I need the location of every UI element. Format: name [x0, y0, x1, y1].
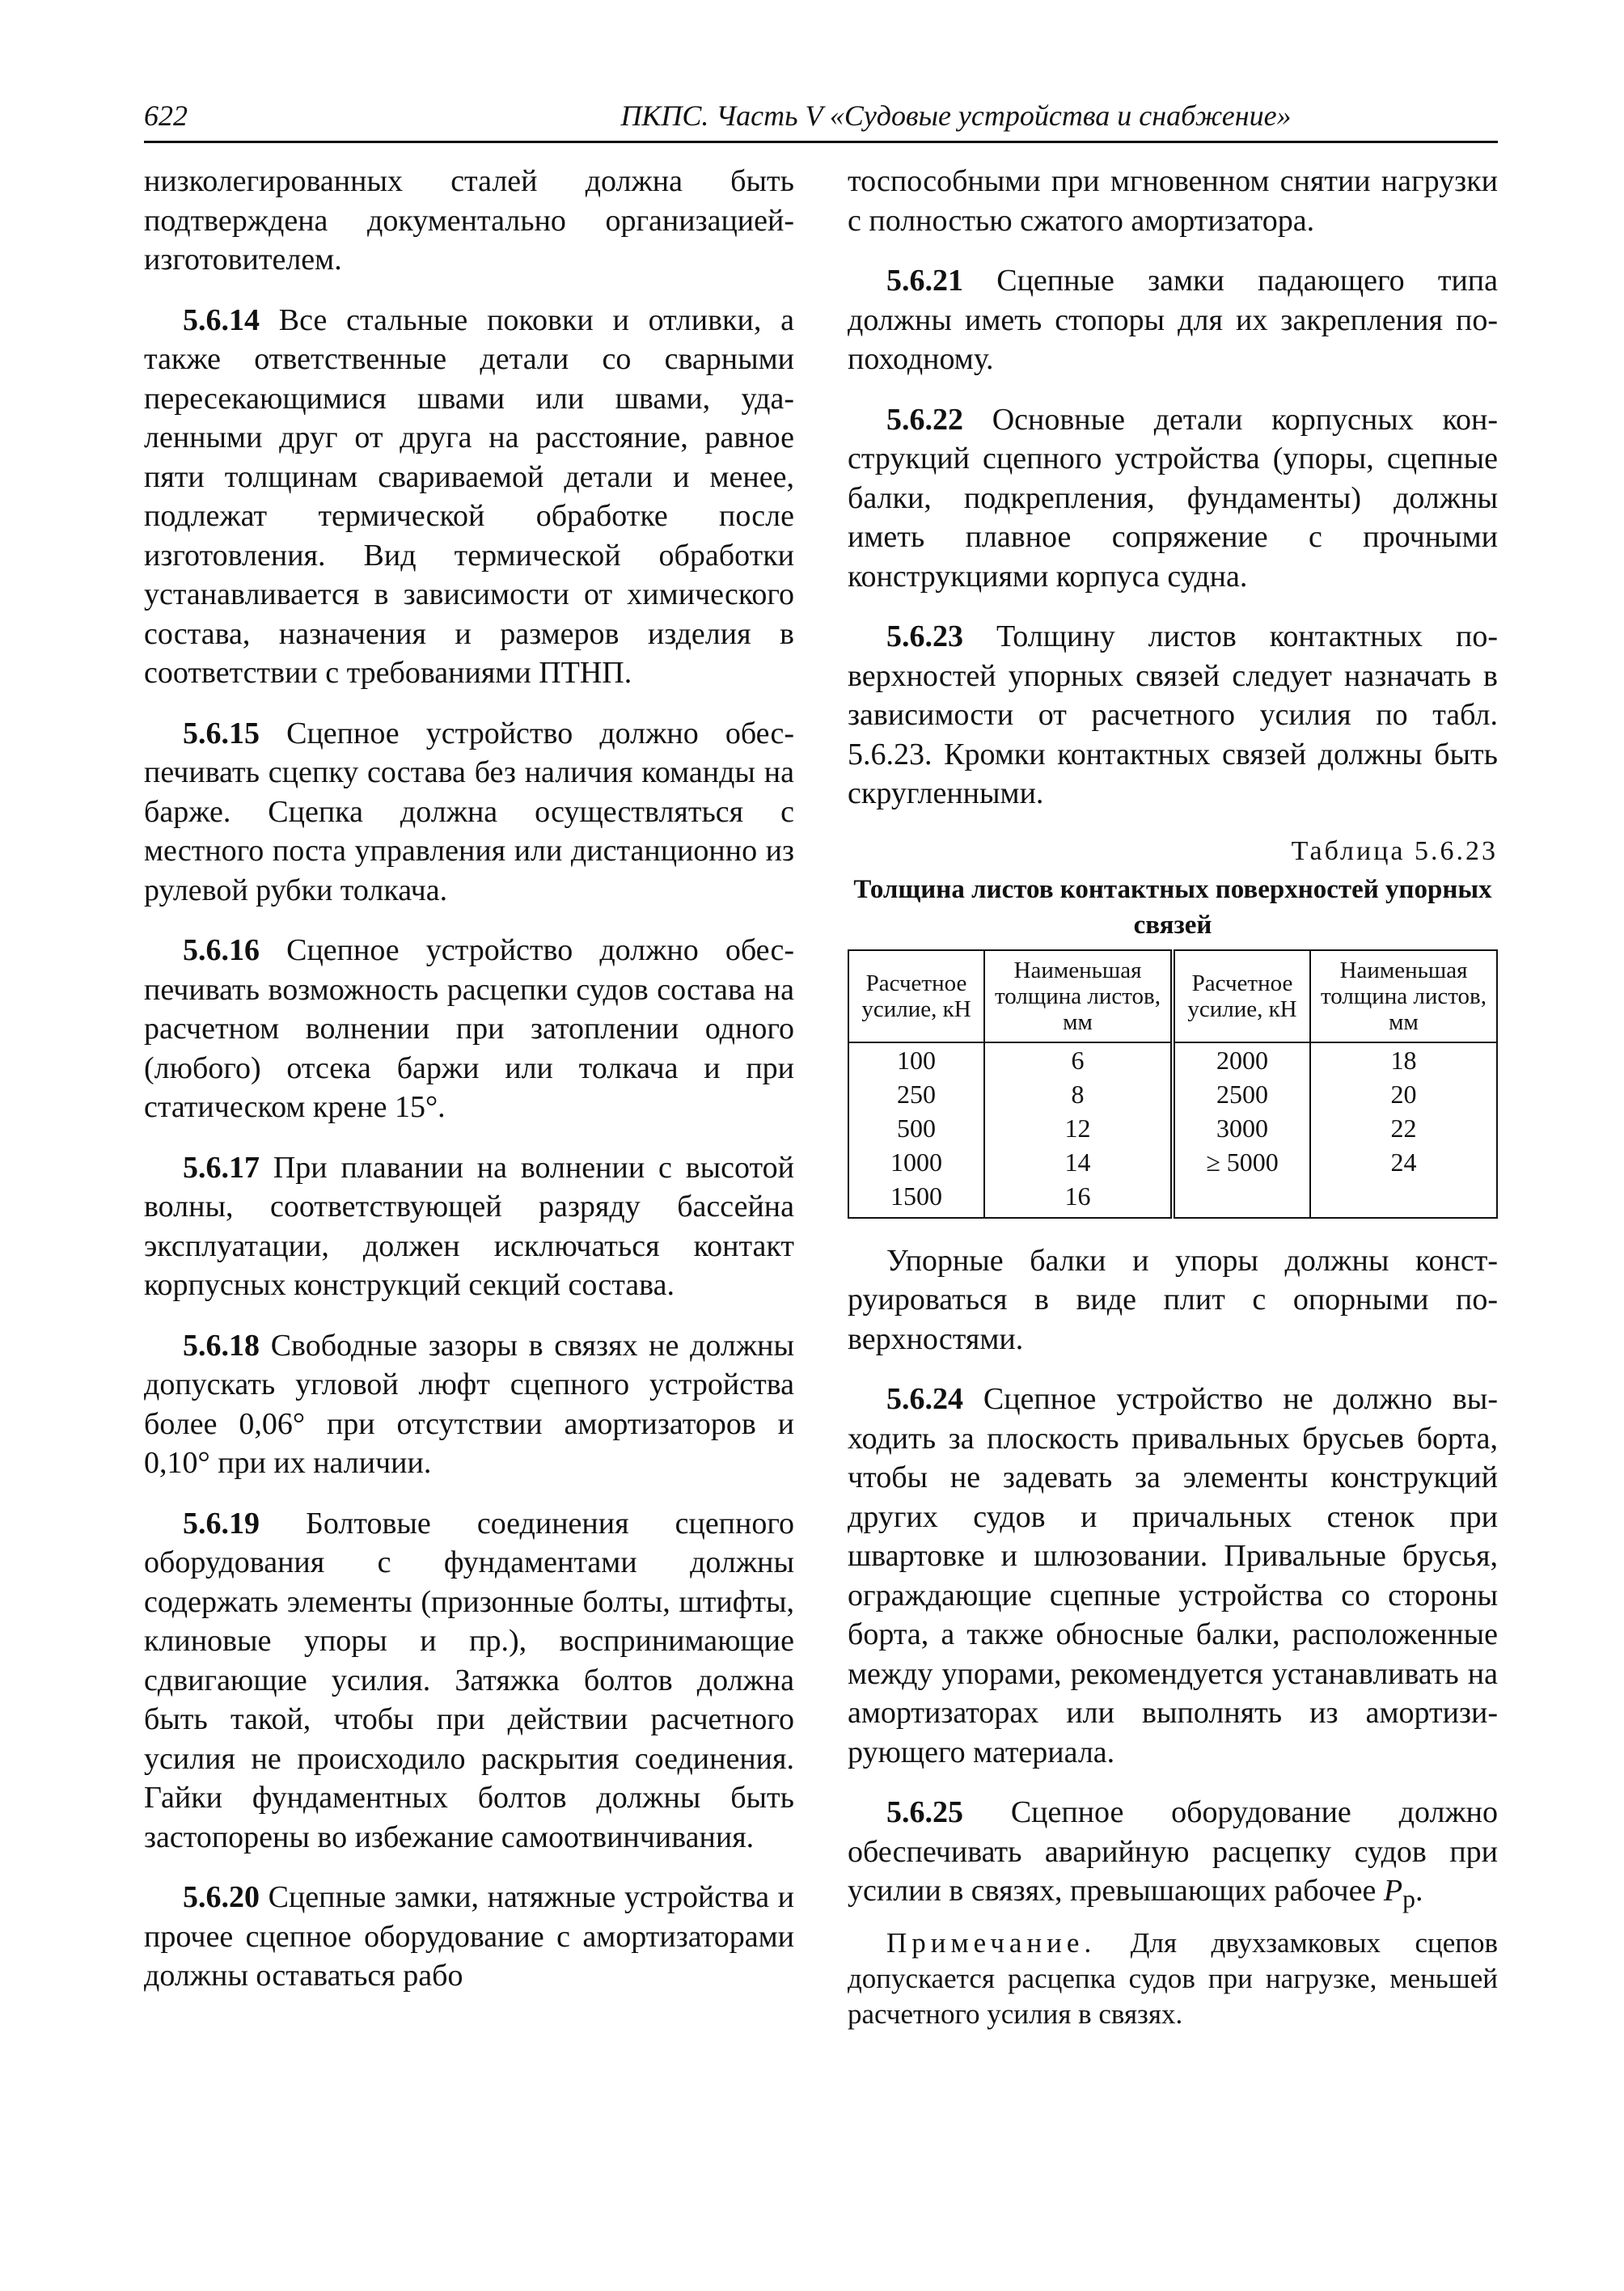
- clause-text: Толщину листов контактных поверхностей упорных связей следует назначать в зависимости от расчетного усилия по табл. 5.6.23. Кромки контактных связей должны быть скругленными.: [848, 619, 1498, 810]
- paragraph-5-6-14: [144, 301, 794, 693]
- paragraph-5-6-25: [848, 1793, 1498, 1919]
- note-label: Примечание.: [886, 1927, 1097, 1959]
- clause-number: 5.6.15: [183, 716, 260, 750]
- table-row: [848, 1179, 1497, 1218]
- paragraph-5-6-17: [144, 1148, 794, 1305]
- table-cell: 500: [848, 1111, 984, 1145]
- table-cell: 100: [848, 1042, 984, 1077]
- table-row: [848, 1145, 1497, 1179]
- clause-number: 5.6.14: [183, 302, 260, 337]
- clause-text: Все стальные поковки и отливки, а также ответственные детали со сварными пересекающимися швами или швами, удаленными друг от друга на расстояние, равное пяти толщинам свариваемой детали и менее, подлежат термической обработке после изготовления. Вид термической обработки устанавливается в зависимости от химического состава, назначения и размеров изделия в соответствии с требованиями ПТНП.: [144, 302, 794, 690]
- clause-number: 5.6.16: [183, 933, 260, 967]
- force-subscript: р: [1402, 1884, 1415, 1913]
- paragraph-continued: низколегированных сталей должна быть подтверждена документально организацией-изготовителем.: [144, 164, 794, 277]
- clause-text: Сцепные замки, натяжные устройства и прочее сцепное оборудование с амортизаторами должны оставаться рабо: [144, 1880, 794, 1993]
- table-header-row: [848, 950, 1497, 1042]
- paragraph-after-table: Упорные балки и упоры должны конструироваться в виде плит с опорными поверхностями.: [848, 1243, 1498, 1356]
- table-cell: 16: [984, 1179, 1173, 1218]
- clause-text: Сцепные замки падающего типа должны иметь стопоры для их закрепления по-походному.: [848, 264, 1498, 376]
- paragraph-5-6-19: [144, 1504, 794, 1858]
- table-cell: 22: [1310, 1111, 1497, 1145]
- clause-number: 5.6.24: [886, 1382, 963, 1416]
- paragraph-5-6-16: [144, 931, 794, 1127]
- paragraph-5-6-18: [144, 1326, 794, 1483]
- table-cell: 1000: [848, 1145, 984, 1179]
- table-row: [848, 1077, 1497, 1111]
- paragraph-5-6-20: [144, 1878, 794, 1996]
- thickness-table: [848, 949, 1498, 1219]
- table-label: Таблица 5.6.23: [1291, 835, 1498, 866]
- clause-end: .: [1415, 1874, 1423, 1908]
- clause-text: Болтовые соединения сцепного оборудования с фундаментами должны содержать элементы (призонные болты, штифты, клиновые упоры и пр.), воспринимающие сдвигающие усилия. Затяжка болтов должна быть такой, чтобы при действии расчетного усилия не происходило раскрытия соединения. Гайки фундаментных болтов должны быть застопорены во избежание самоотвинчивания.: [144, 1506, 794, 1854]
- table-cell: 3000: [1173, 1111, 1310, 1145]
- table-cell: 12: [984, 1111, 1173, 1145]
- table-cell: 2000: [1173, 1042, 1310, 1077]
- table-cell: ≥ 5000: [1173, 1145, 1310, 1179]
- table-row: [848, 1042, 1497, 1077]
- table-cell: 6: [984, 1042, 1173, 1077]
- left-column: [144, 162, 794, 2017]
- note-text: Для двухзамковых сцепов допускается расцепка судов при нагрузке, меньшей расчетного усилия в связях.: [848, 1927, 1498, 2031]
- table-header-cell: Расчетное усилие, кН: [848, 950, 984, 1042]
- clause-text: Сцепное устройство не должно выходить за плоскость привальных брусьев борта, чтобы не задевать за элементы конструкций других судов и причальных стенок при швартовке и шлюзовании. Привальные брусья, ограждающие сцепные устройства со стороны борта, а также обносные балки, расположенные между упорами, рекомендуется устанавливать на амортизаторах или выполнять из амортизирующего материала.: [848, 1382, 1498, 1769]
- table-cell: [1173, 1179, 1310, 1218]
- table-cell: 20: [1310, 1077, 1497, 1111]
- clause-text: Сцепное оборудование должно обеспечивать аварийную расцепку судов при усилии в связях, превышающих рабочее: [848, 1795, 1498, 1908]
- table-cell: 14: [984, 1145, 1173, 1179]
- table-title: Толщина листов контактных поверхностей упорных связей: [853, 874, 1492, 940]
- clause-text: Сцепное устройство должно обеспечивать возможность расцепки судов состава на расчетном волнении при затоплении одного (любого) отсека баржи или толкача и при статическом крене 15°.: [144, 933, 794, 1124]
- clause-text: Основные детали корпусных конструкций сцепного устройства (упоры, сцепные балки, подкрепления, фундаменты) должны иметь плавное сопряжение с прочными конструкциями корпуса судна.: [848, 402, 1498, 594]
- clause-text: При плавании на волнении с высотой волны, соответствующей разряду бассейна эксплуатации, должен исключаться контакт корпусных конструкций секций состава.: [144, 1150, 794, 1302]
- paragraph-5-6-15: [144, 714, 794, 911]
- paragraph-continued: тоспособными при мгновенном снятии нагрузки с полностью сжатого амортизатора.: [848, 164, 1498, 238]
- page-header: [144, 99, 1498, 143]
- table-cell: [1310, 1179, 1497, 1218]
- clause-number: 5.6.23: [886, 619, 963, 653]
- clause-number: 5.6.21: [886, 264, 963, 298]
- table-header-cell: Наименьшая толщина листов, мм: [1310, 950, 1497, 1042]
- paragraph-5-6-23: [848, 617, 1498, 814]
- clause-number: 5.6.22: [886, 402, 963, 437]
- table-cell: 2500: [1173, 1077, 1310, 1111]
- paragraph-5-6-22: [848, 400, 1498, 597]
- table-cell: 18: [1310, 1042, 1497, 1077]
- table-header-cell: Наименьшая толщина листов, мм: [984, 950, 1173, 1042]
- running-title: ПКПС. Часть V «Судовые устройства и снабжение»: [620, 99, 1292, 132]
- table-cell: 1500: [848, 1179, 984, 1218]
- clause-number: 5.6.25: [886, 1795, 963, 1829]
- paragraph-5-6-24: [848, 1380, 1498, 1772]
- note: [848, 1925, 1498, 2032]
- clause-number: 5.6.17: [183, 1150, 260, 1185]
- table-row: [848, 1111, 1497, 1145]
- clause-number: 5.6.20: [183, 1880, 260, 1914]
- clause-text: Сцепное устройство должно обеспечивать сцепку состава без наличия команды на барже. Сцепка должна осуществляться с местного поста управления или дистанционно из рулевой рубки толкача.: [144, 716, 794, 907]
- table-cell: 8: [984, 1077, 1173, 1111]
- clause-number: 5.6.19: [183, 1506, 260, 1541]
- clause-text: Свободные зазоры в связях не должны допускать угловой люфт сцепного устройства более 0,06° при отсутствии амортизаторов и 0,10° при их наличии.: [144, 1328, 794, 1480]
- table-header-cell: Расчетное усилие, кН: [1173, 950, 1310, 1042]
- paragraph-5-6-21: [848, 261, 1498, 379]
- page-number: 622: [144, 99, 188, 132]
- clause-number: 5.6.18: [183, 1328, 260, 1363]
- table-cell: 250: [848, 1077, 984, 1111]
- table-cell: 24: [1310, 1145, 1497, 1179]
- force-variable: P: [1383, 1874, 1403, 1908]
- right-column: [848, 162, 1498, 2053]
